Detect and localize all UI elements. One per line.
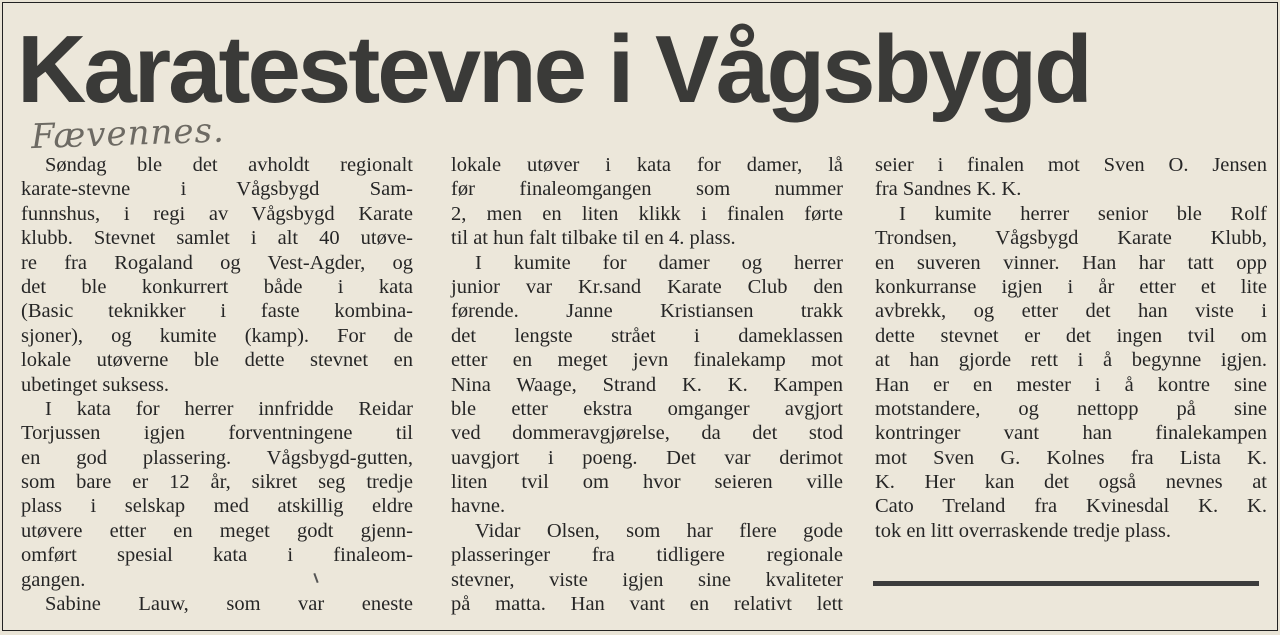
article-text-line: konkurranse igjen i år etter et lite [875,275,1267,298]
article-text-line: uavgjort i poeng. Det var derimot [451,446,843,469]
article-text-line: plasseringer fra tidligere regionale [451,544,843,567]
article-text-line: liten tvil om hvor seieren ville [451,471,843,494]
article-text-line: Søndag ble det avholdt regionalt [45,154,413,176]
article-text-line: Sabine Lauw, som var eneste [45,593,413,616]
article-text-line: havne. [451,495,506,518]
article-text-line: motstandere, og nettopp på sine [875,397,1267,420]
article-text-line: det ble konkurrert både i kata [21,275,413,298]
article-text-line: sjoner), og kumite (kamp). For de [21,324,413,347]
article-text-line: Vidar Olsen, som har flere gode [475,519,843,542]
article-text-line: klubb. Stevnet samlet i alt 40 utøve- [21,227,413,250]
headline: Karatestevne i Vågsbygd [17,16,1090,123]
article-text-line: 2, men en liten klikk i finalen førte [451,202,843,225]
article-text-line: på matta. Han vant en relativt lett [451,593,843,616]
article-text-line: re fra Rogaland og Vest-Agder, og [21,251,413,274]
article-text-line: tok en litt overraskende tredje plass. [875,519,1172,542]
newspaper-clipping [2,2,1278,631]
article-text-line: kontringer vant han finalekampen [875,422,1267,445]
article-text-line: gangen. [21,568,86,591]
article-text-line: Torjussen igjen forventningene til [21,422,413,445]
article-text-line: før finaleomgangen som nummer [451,178,843,201]
article-text-line: fra Sandnes K. K. [875,178,1022,201]
article-text-line: plass i selskap med atskillig eldre [21,495,413,518]
article-text-line: en god plassering. Vågsbygd-gutten, [21,446,413,469]
article-text-line: lokale utøverne ble dette stevnet en [21,349,413,372]
article-text-line: funnshus, i regi av Vågsbygd Karate [21,202,413,225]
article-text-line: det lengste strået i dameklassen [451,324,843,347]
article-text-line: (Basic teknikker i faste kombina- [21,300,413,323]
article-column-3 [875,153,1267,543]
article-column-1 [21,153,413,616]
article-text-line: I kata for herrer innfridde Reidar [45,397,413,420]
article-text-line: dette stevnet er det ingen tvil om [875,324,1267,347]
article-text-line: Cato Treland fra Kvinesdal K. K. [875,495,1267,518]
article-text-line: Nina Waage, Strand K. K. Kampen [451,373,843,396]
article-text-line: karate-stevne i Vågsbygd Sam- [21,178,413,201]
article-text-line: førende. Janne Kristiansen trakk [451,300,843,323]
article-text-line: at han gjorde rett i å begynne igjen. [875,349,1267,372]
article-column-2 [451,153,843,616]
article-text-line: junior var Kr.sand Karate Club den [451,275,843,298]
column-end-rule [873,581,1259,586]
article-text-line: lokale utøver i kata for damer, lå [451,154,843,176]
article-text-line: etter en meget jevn finalekamp mot [451,349,843,372]
article-text-line: ved dommeravgjørelse, da det stod [451,422,843,445]
article-text-line: K. Her kan det også nevnes at [875,471,1267,494]
article-text-line: utøvere etter en meget godt gjenn- [21,519,413,542]
article-text-line: I kumite herrer senior ble Rolf [899,202,1267,225]
article-text-line: en suveren vinner. Han har tatt opp [875,251,1267,274]
article-text-line: som bare er 12 år, sikret seg tredje [21,471,413,494]
article-text-line: Trondsen, Vågsbygd Karate Klubb, [875,227,1267,250]
article-text-line: ubetinget suksess. [21,373,170,396]
article-text-line: avbrekk, og etter det han viste i [875,300,1267,323]
article-text-line: Han er en mester i å kontre sine [875,373,1267,396]
article-text-line: seier i finalen mot Sven O. Jensen [875,154,1267,176]
article-text-line: til at hun falt tilbake til en 4. plass. [451,227,736,250]
article-text-line: stevner, viste igjen sine kvaliteter [451,568,843,591]
article-text-line: omført spesial kata i finaleom- [21,544,413,567]
article-text-line: ble etter ekstra omganger avgjort [451,397,843,420]
handwritten-note: Fævennes. [30,110,226,158]
article-text-line: mot Sven G. Kolnes fra Lista K. [875,446,1267,469]
article-text-line: I kumite for damer og herrer [475,251,843,274]
